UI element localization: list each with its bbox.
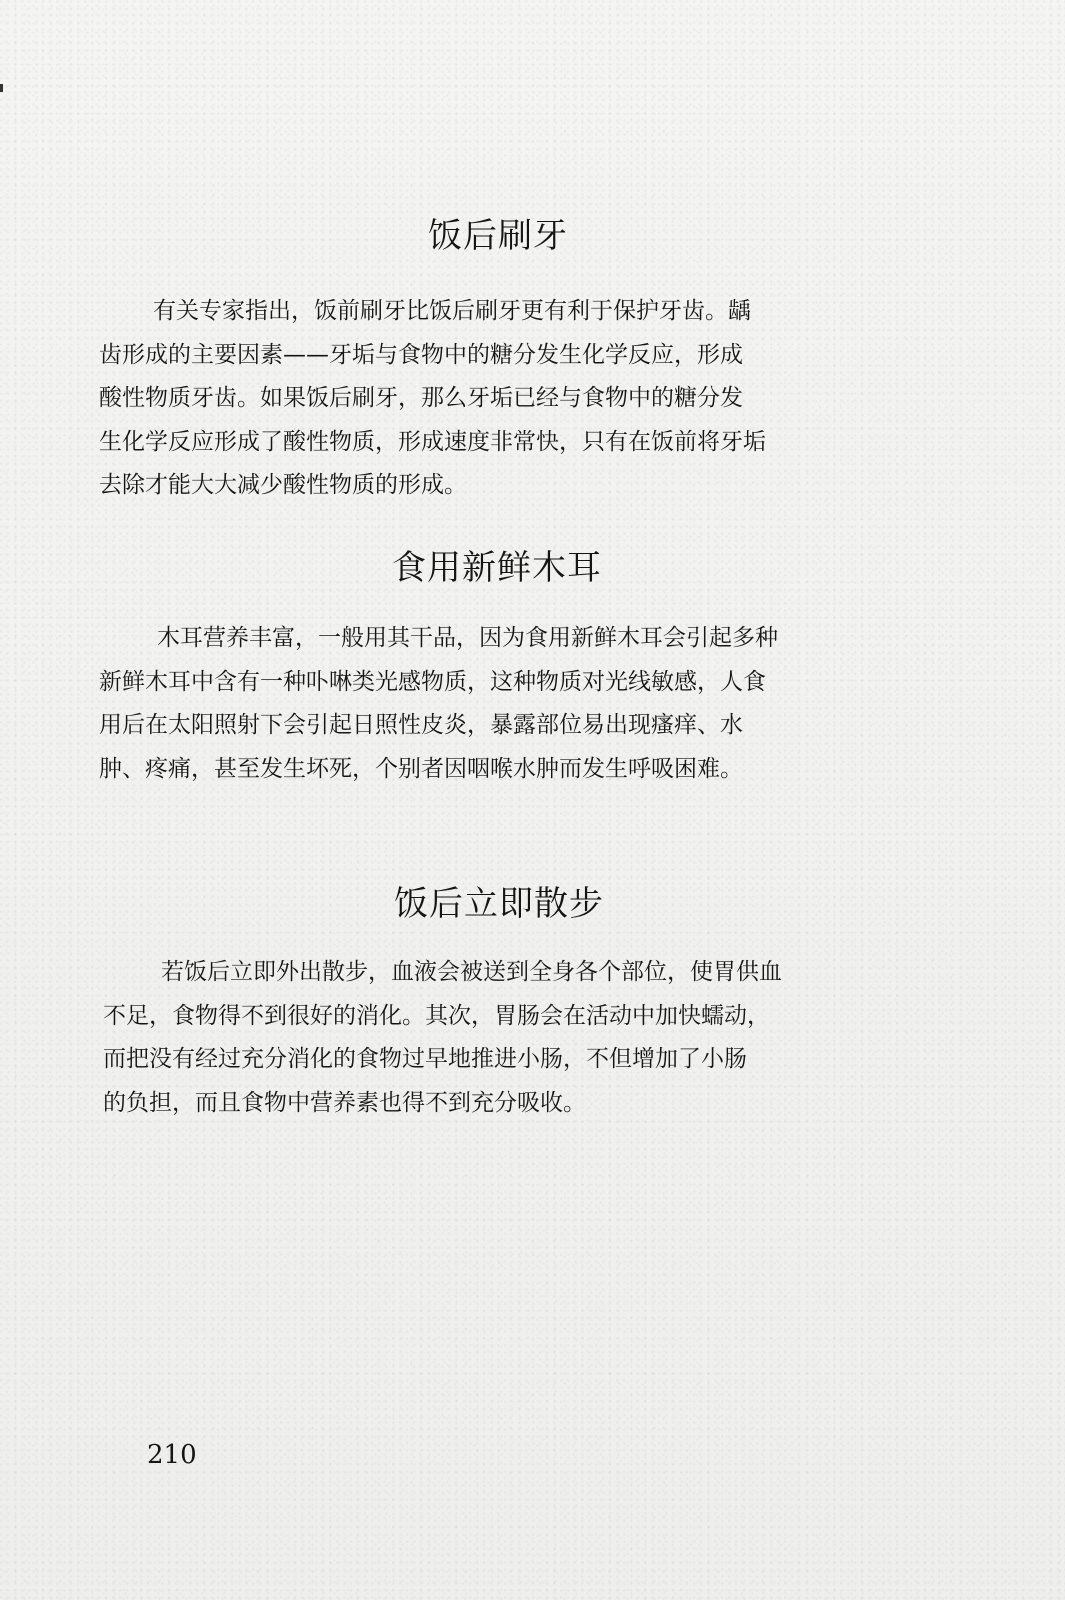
paragraph-line: 木耳营养丰富，一般用其干品，因为食用新鲜木耳会引起多种 [157,625,778,651]
paragraph-line: 去除才能大大减少酸性物质的形成。 [99,472,467,498]
scan-edge-mark [0,84,3,92]
page-number: 210 [147,1440,197,1470]
paragraph-line: 而把没有经过充分消化的食物过早地推进小肠，不但增加了小肠 [103,1046,747,1072]
paragraph-line: 酸性物质牙齿。如果饭后刷牙，那么牙垢已经与食物中的糖分发 [99,385,743,411]
paragraph-walk-after-meal [103,951,782,1125]
paragraph-line: 齿形成的主要因素——牙垢与食物中的糖分发生化学反应，形成 [99,341,743,368]
section-title-brushing-after-meal: 饭后刷牙 [428,216,568,256]
paragraph-line: 有关专家指出，饭前刷牙比饭后刷牙更有利于保护牙齿。龋 [153,298,751,324]
paragraph-line: 新鲜木耳中含有一种卟啉类光感物质，这种物质对光线敏感，人食 [99,668,766,695]
section-title-walk-after-meal: 饭后立即散步 [394,884,604,924]
paragraph-line: 生化学反应形成了酸性物质，形成速度非常快，只有在饭前将牙垢 [99,428,766,455]
paragraph-line: 用后在太阳照射下会引起日照性皮炎，暴露部位易出现瘙痒、水 [99,712,743,738]
paragraph-line: 不足，食物得不到很好的消化。其次，胃肠会在活动中加快蠕动， [103,1002,770,1029]
paragraph-line: 的负担，而且食物中营养素也得不到充分吸收。 [103,1089,586,1116]
paragraph-line: 若饭后立即外出散步，血液会被送到全身各个部位，使胃供血 [161,959,782,985]
paragraph-brushing-after-meal [99,290,766,508]
paragraph-line: 肿、疼痛，甚至发生坏死，个别者因咽喉水肿而发生呼吸困难。 [99,755,743,782]
section-title-fresh-wood-ear: 食用新鲜木耳 [392,548,602,588]
paragraph-fresh-wood-ear [99,617,778,791]
